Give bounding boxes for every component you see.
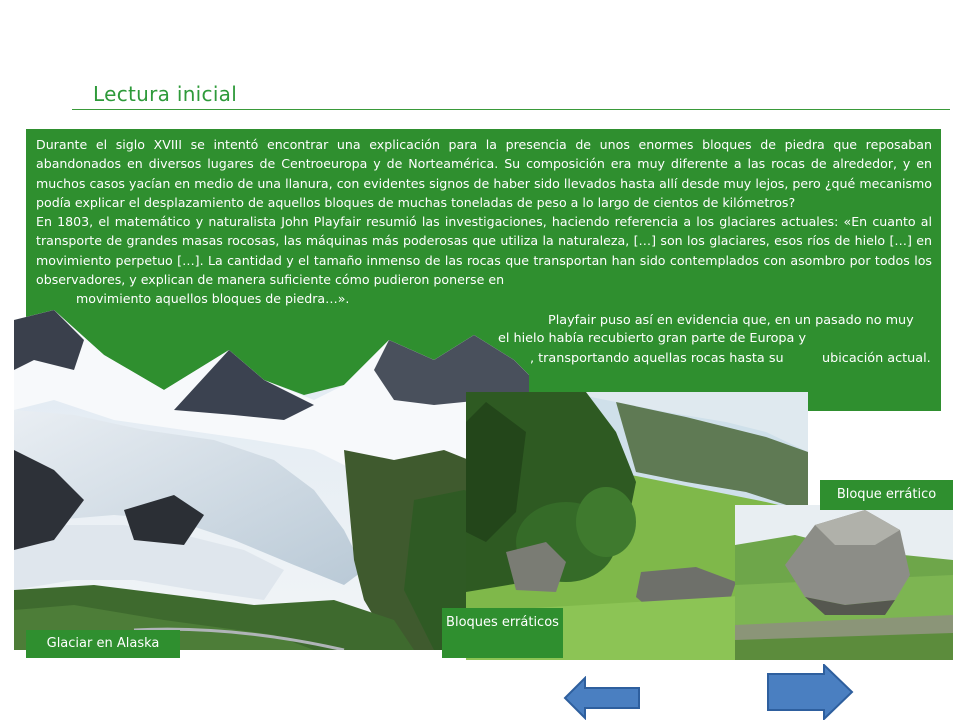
reading-tail-line-3b: ubicación actual. [822, 351, 931, 366]
right-arrow-icon [766, 664, 854, 720]
caption-glacier: Glaciar en Alaska [26, 630, 180, 658]
reading-tail-line-1: Playfair puso así en evidencia que, en un pasado no muy [548, 313, 914, 328]
caption-erratic-block: Bloque errático [820, 480, 953, 510]
reading-text [36, 135, 932, 309]
left-arrow-icon [563, 676, 641, 720]
reading-tail-line-2: el hielo había recubierto gran parte de Europa y [498, 331, 807, 346]
glacier-photo [14, 300, 529, 650]
erratic-block-photo [735, 505, 953, 660]
reading-tail-line-3a: , transportando aquellas rocas hasta su [530, 351, 784, 366]
reading-quote-end: movimiento aquellos bloques de piedra…». [76, 291, 350, 307]
next-arrow-button[interactable] [766, 664, 854, 720]
page-title: Lectura inicial [93, 82, 238, 106]
reading-paragraph-1: Durante el siglo XVIII se intentó encontrar una explicación para la presencia de unos enormes bloques de piedra que reposaban abandonados en diversos lugares de Centroeuropa y de Norteamérica. Su composición era muy diferente a las rocas de alrededor, y en muchos casos yacían en medio de una llanura, con evidentes signos de haber sido llevados hasta allí desde muy lejos, pero ¿qué mecanismo podía explicar el desplazamiento de aquellos bloques de muchas toneladas de peso a lo largo de cientos de kilómetros? [36, 137, 932, 210]
back-arrow-button[interactable] [563, 676, 641, 720]
title-divider [72, 109, 950, 110]
caption-erratic-blocks: Bloques erráticos [442, 608, 563, 658]
reading-paragraph-2: En 1803, el matemático y naturalista John Playfair resumió las investigaciones, haciendo referencia a los glaciares actuales: «En cuanto al transporte de grandes masas rocosas, las máquinas más poderosas que utiliza la naturaleza, […] son los glaciares, esos ríos de hielo […] en movimiento perpetuo […]. La cantidad y el tamaño inmenso de las rocas que transportan han sido contemplados con asombro por todos los observadores, y explican de manera suficiente cómo pudieron ponerse en [36, 214, 932, 288]
